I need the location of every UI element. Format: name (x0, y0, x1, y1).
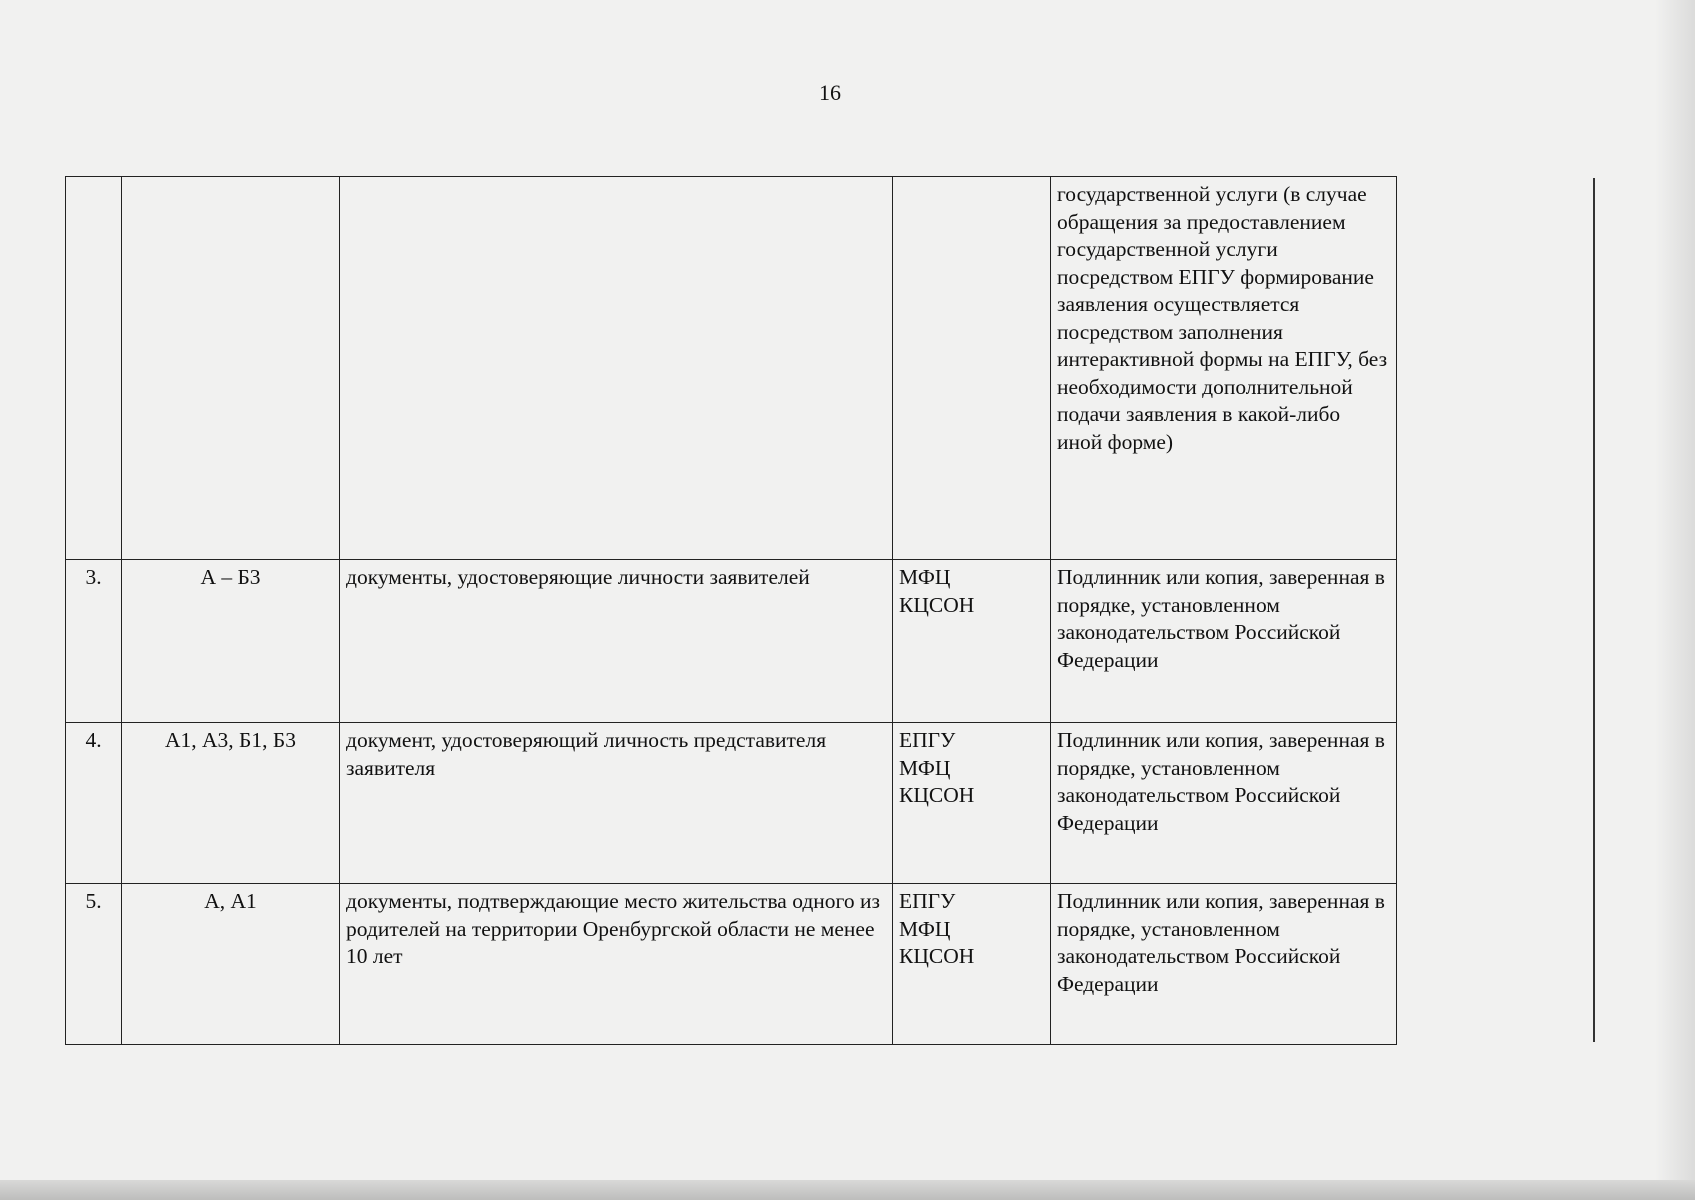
scan-shadow-right (1655, 0, 1695, 1200)
channel-label: МФЦ (899, 916, 951, 941)
row-categories: А, А1 (122, 884, 340, 1045)
table-row-continued (66, 177, 1397, 560)
row-categories: А1, А3, Б1, Б3 (122, 723, 340, 884)
channel-label: МФЦ (899, 565, 951, 589)
row-document: документы, подтверждающие место жительства одного из родителей на территории Оренбургской области не менее 10 лет (340, 884, 893, 1045)
scan-edge-bottom (0, 1180, 1695, 1200)
row-number: 4. (66, 723, 122, 884)
row-number: 3. (66, 560, 122, 723)
row-document: документы, удостоверяющие личности заявителей (340, 560, 893, 723)
row-form: Подлинник или копия, заверенная в порядке, установленном законодательством Российской Федерации (1051, 884, 1397, 1045)
channel-label: КЦСОН (899, 944, 975, 968)
cell-categories (122, 177, 340, 560)
row-channels (893, 884, 1051, 1045)
documents-table (65, 176, 1397, 1045)
row-number: 5. (66, 884, 122, 1045)
row-channels (893, 723, 1051, 884)
row-channels (893, 560, 1051, 723)
cell-channels (893, 177, 1051, 560)
cell-number (66, 177, 122, 560)
channel-label: КЦСОН (899, 783, 975, 807)
table-row (66, 723, 1397, 884)
page-number: 16 (819, 80, 841, 105)
margin-rule-line (1593, 178, 1595, 1042)
row-form: Подлинник или копия, заверенная в порядке, установленном законодательством Российской Федерации (1051, 723, 1397, 884)
channel-label: ЕПГУ (899, 728, 956, 752)
row-categories: А – Б3 (122, 560, 340, 723)
table-row (66, 884, 1397, 1045)
cell-document (340, 177, 893, 560)
cell-form: государственной услуги (в случае обращения за предоставлением государственной услуги посредством ЕПГУ формирование заявления осуществляется посредством заполнения интерактивной формы на ЕПГУ, без необходимости дополнительной подачи заявления в какой-либо иной форме) (1051, 177, 1397, 560)
channel-label: ЕПГУ (899, 889, 956, 913)
channel-label: МФЦ (899, 755, 951, 780)
row-document: документ, удостоверяющий личность представителя заявителя (340, 723, 893, 884)
channel-label: КЦСОН (899, 592, 975, 617)
table-row (66, 560, 1397, 723)
row-form: Подлинник или копия, заверенная в порядке, установленном законодательством Российской Федерации (1051, 560, 1397, 723)
